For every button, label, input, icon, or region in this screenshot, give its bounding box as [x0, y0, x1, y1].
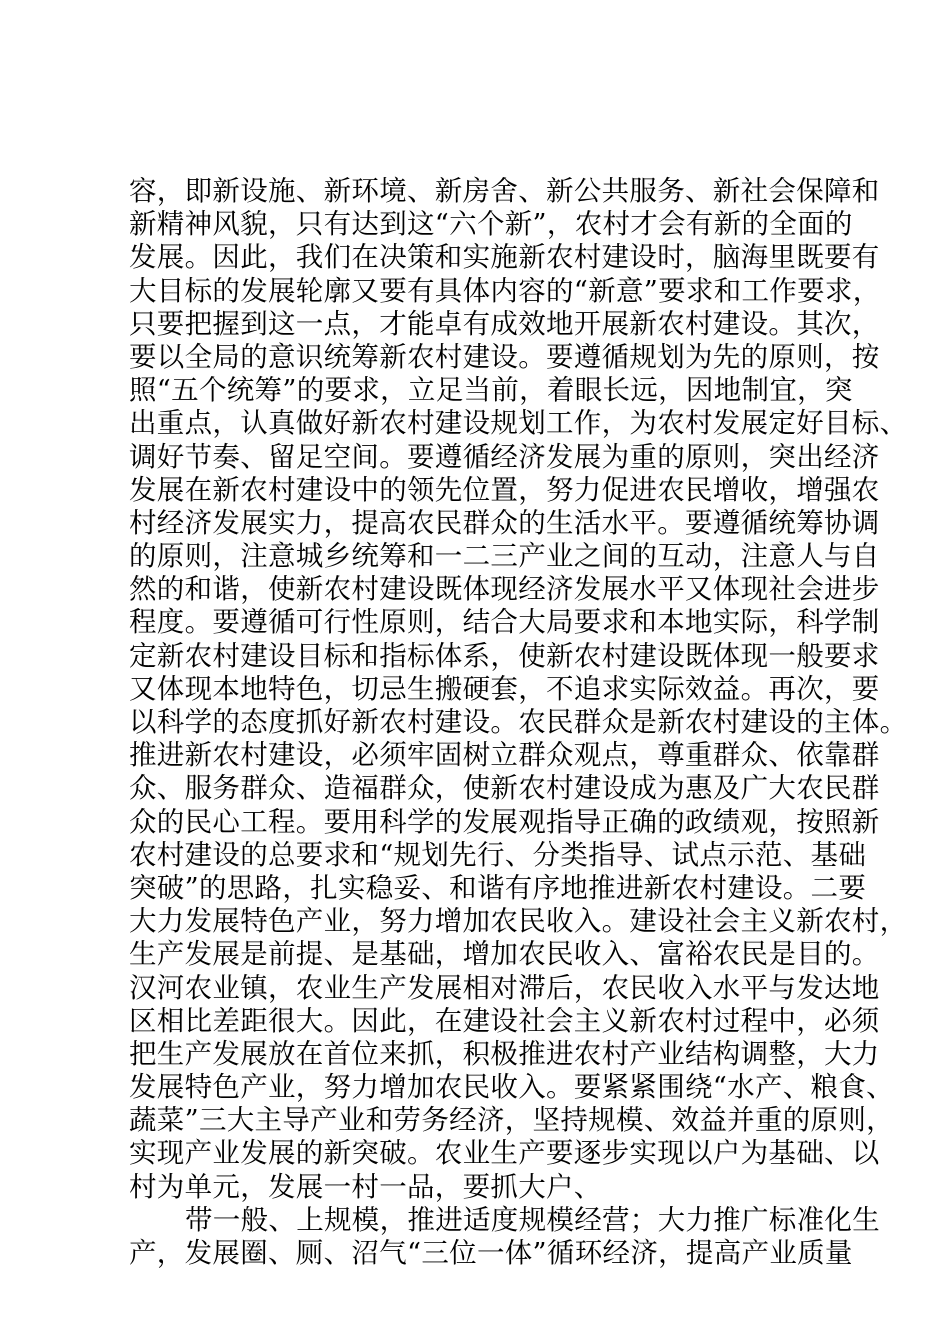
text-line: 发展。因此，我们在决策和实施新农村建设时，脑海里既要有	[129, 241, 880, 274]
text-line: 实现产业发展的新突破。农业生产要逐步实现以户为基础、以	[129, 1137, 880, 1170]
text-line-indented: 带一般、上规模，推进适度规模经营；大力推广标准化生	[185, 1203, 880, 1236]
text-line: 调好节奏、留足空间。要遵循经济发展为重的原则，突出经济	[129, 440, 880, 473]
text-line: 照“五个统筹”的要求，立足当前，着眼长远，因地制宜，突	[129, 374, 853, 407]
text-line: 区相比差距很大。因此，在建设社会主义新农村过程中，必须	[129, 1004, 880, 1037]
text-line: 大力发展特色产业，努力增加农民收入。建设社会主义新农村，	[129, 905, 908, 938]
text-line: 出重点，认真做好新农村建设规划工作，为农村发展定好目标、	[129, 407, 908, 440]
text-line: 然的和谐，使新农村建设既体现经济发展水平又体现社会进步	[129, 573, 880, 606]
text-line: 只要把握到这一点，才能卓有成效地开展新农村建设。其次，	[129, 307, 880, 340]
text-line: 又体现本地特色，切忌生搬硬套，不追求实际效益。再次，要	[129, 672, 880, 705]
text-line: 把生产发展放在首位来抓，积极推进农村产业结构调整，大力	[129, 1037, 880, 1070]
text-line: 村为单元，发展一村一品，要抓大户、	[129, 1170, 602, 1203]
text-line: 推进新农村建设，必须牢固树立群众观点，尊重群众、依靠群	[129, 739, 880, 772]
text-line: 村经济发展实力，提高农民群众的生活水平。要遵循统筹协调	[129, 506, 880, 539]
text-line: 定新农村建设目标和指标体系，使新农村建设既体现一般要求	[129, 639, 880, 672]
text-line: 发展特色产业，努力增加农民收入。要紧紧围绕“水产、粮食、	[129, 1071, 894, 1104]
text-line: 大目标的发展轮廓又要有具体内容的“新意”要求和工作要求，	[129, 274, 881, 307]
text-line: 新精神风貌，只有达到这“六个新”，农村才会有新的全面的	[129, 208, 853, 241]
text-line: 的原则，注意城乡统筹和一二三产业之间的互动，注意人与自	[129, 540, 880, 573]
text-line: 程度。要遵循可行性原则，结合大局要求和本地实际，科学制	[129, 606, 880, 639]
text-line: 发展在新农村建设中的领先位置，努力促进农民增收，增强农	[129, 473, 880, 506]
text-line: 突破”的思路，扎实稳妥、和谐有序地推进新农村建设。二要	[129, 871, 867, 904]
text-line: 要以全局的意识统筹新农村建设。要遵循规划为先的原则，按	[129, 340, 880, 373]
text-line: 以科学的态度抓好新农村建设。农民群众是新农村建设的主体。	[129, 706, 908, 738]
text-line: 容，即新设施、新环境、新房舍、新公共服务、新社会保障和	[129, 175, 880, 207]
text-line: 众的民心工程。要用科学的发展观指导正确的政绩观，按照新	[129, 805, 880, 838]
text-line: 蔬菜”三大主导产业和劳务经济，坚持规模、效益并重的原则，	[129, 1104, 894, 1137]
text-line: 众、服务群众、造福群众，使新农村建设成为惠及广大农民群	[129, 772, 880, 805]
text-line: 产，发展圈、厕、沼气“三位一体”循环经济，提高产业质量	[129, 1237, 853, 1269]
text-line: 汉河农业镇，农业生产发展相对滞后，农民收入水平与发达地	[129, 971, 880, 1004]
body-text	[129, 175, 908, 1270]
text-line: 生产发展是前提、是基础，增加农民收入、富裕农民是目的。	[129, 938, 880, 971]
text-line: 农村建设的总要求和“规划先行、分类指导、试点示范、基础	[129, 838, 867, 871]
